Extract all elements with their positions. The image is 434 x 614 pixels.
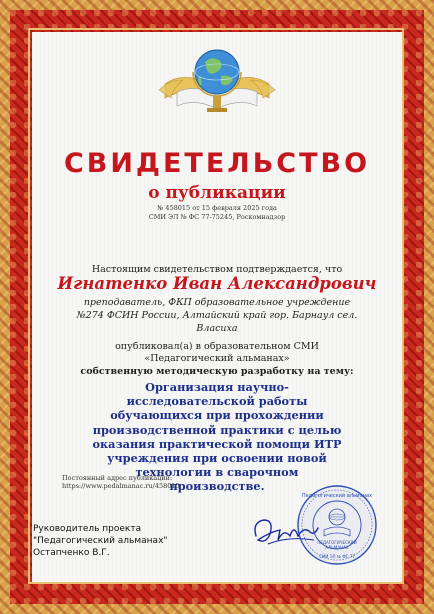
confirm-text: Настоящим свидетельством подтверждается, что [91,264,343,275]
recipient-name: Игнатенко Иван Александрович [57,274,377,293]
svg-text:Педагогический альманах: Педагогический альманах [301,493,373,499]
certificate-subtitle: о публикации [148,183,286,203]
development-label: собственную методическую разработку на тему: [80,366,354,377]
address-label: Постоянный адрес публикации: [62,474,173,482]
signer-role: Руководитель проекта [33,524,142,534]
svg-text:АЛЬМАНАХ: АЛЬМАНАХ [325,545,349,550]
media-registration: СМИ ЭЛ № ФС 77-75245, Роскомнадзор [148,213,286,221]
publication-url[interactable]: https://www.pedalmanac.ru/458015 [62,482,180,490]
signer-project: "Педагогический альманах" [33,536,168,546]
publication-topic: Организация научно-исследовательской работы обучающихся при прохождении производственной практики с целью оказания практической помощи ИТР учреждения при освоении новой технологии в сварочном производстве. [92,380,342,494]
smi-name: «Педагогический альманах» [144,353,290,364]
certificate-title: СВИДЕТЕЛЬСТВО [63,148,371,179]
certificate-number: № 458015 от 15 февраля 2025 года [157,204,277,212]
published-text: опубликовал(а) в образовательном СМИ [115,341,319,352]
signer-name: Остапченко В.Г. [33,548,110,558]
svg-text:СМИ ЭЛ № ФС 77: СМИ ЭЛ № ФС 77 [319,554,355,559]
svg-text:ПЕДАГОГИЧЕСКИЙ: ПЕДАГОГИЧЕСКИЙ [317,540,357,545]
publication-seal-stamp [296,484,378,566]
globe-book-emblem-icon [155,40,279,124]
recipient-position: преподаватель, ФКП образовательное учреждение №274 ФСИН России, Алтайский край гор. Барнаул сел. Власиха [76,297,358,334]
